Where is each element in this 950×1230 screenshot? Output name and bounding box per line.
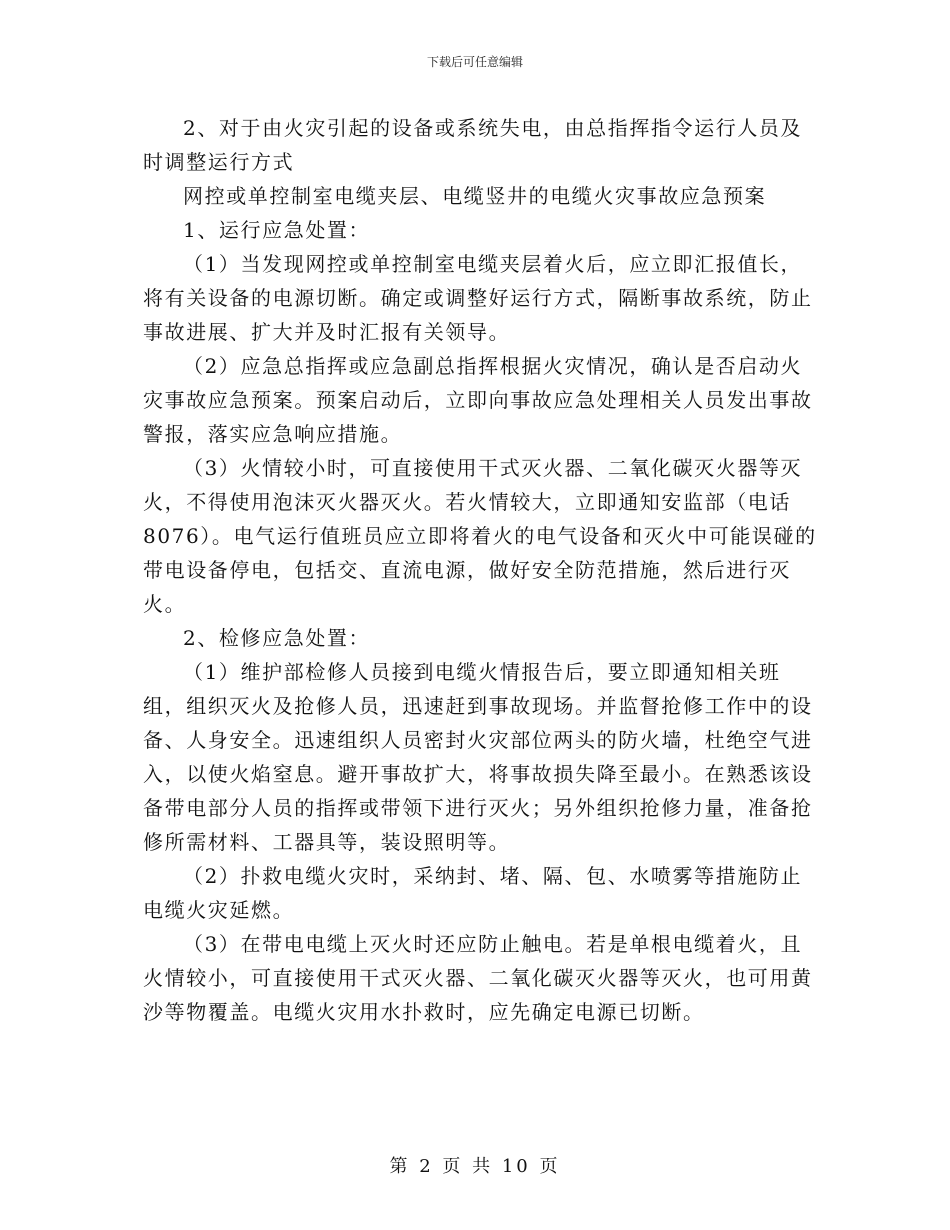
paragraph: 2、对于由火灾引起的设备或系统失电，由总指挥指令运行人员及时调整运行方式 — [143, 116, 803, 174]
paragraph: （3）在带电电缆上灭火时还应防止触电。若是单根电缆着火，且火情较小，可直接使用干式灭火器、二氧化碳灭火器等灭火，也可用黄沙等物覆盖。电缆火灾用水扑救时，应先确定电源已切断。 — [143, 932, 813, 1024]
paragraph: （2）应急总指挥或应急副总指挥根据火灾情况，确认是否启动火灾事故应急预案。预案启动后，立即向事故应急处理相关人员发出事故警报，落实应急响应措施。 — [143, 354, 813, 446]
paragraph: （1）当发现网控或单控制室电缆夹层着火后，应立即汇报值长，将有关设备的电源切断。确定或调整好运行方式，隔断事故系统，防止事故进展、扩大并及时汇报有关领导。 — [143, 252, 813, 344]
section-title: 网控或单控制室电缆夹层、电缆竖井的电缆火灾事故应急预案 — [183, 184, 767, 208]
paragraph: （1）维护部检修人员接到电缆火情报告后，要立即通知相关班组，组织灭火及抢修人员，迅速赶到事故现场。并监督抢修工作中的设备、人身安全。迅速组织人员密封火灾部位两头的防火墙，杜绝空气进入，以使火焰窒息。避开事故扩大，将事故损失降至最小。在熟悉该设备带电部分人员的指挥或带领下进行灭火；另外组织抢修力量，准备抢修所需材料、工器具等，装设照明等。 — [143, 660, 813, 854]
subsection-heading: 2、检修应急处置： — [183, 626, 371, 650]
page-footer: 第 2 页 共 10 页 — [389, 1156, 561, 1177]
subsection-heading: 1、运行应急处置： — [183, 218, 371, 242]
page-header: 下载后可任意编辑 — [426, 55, 523, 69]
paragraph: （2）扑救电缆火灾时，采纳封、堵、隔、包、水喷雾等措施防止电缆火灾延燃。 — [143, 864, 803, 922]
paragraph: （3）火情较小时，可直接使用干式灭火器、二氧化碳灭火器等灭火，不得使用泡沫灭火器灭火。若火情较大，立即通知安监部（电话8076）。电气运行值班员应立即将着火的电气设备和灭火中可能误碰的带电设备停电，包括交、直流电源，做好安全防范措施，然后进行灭火。 — [143, 456, 817, 616]
document-body — [143, 111, 823, 1029]
